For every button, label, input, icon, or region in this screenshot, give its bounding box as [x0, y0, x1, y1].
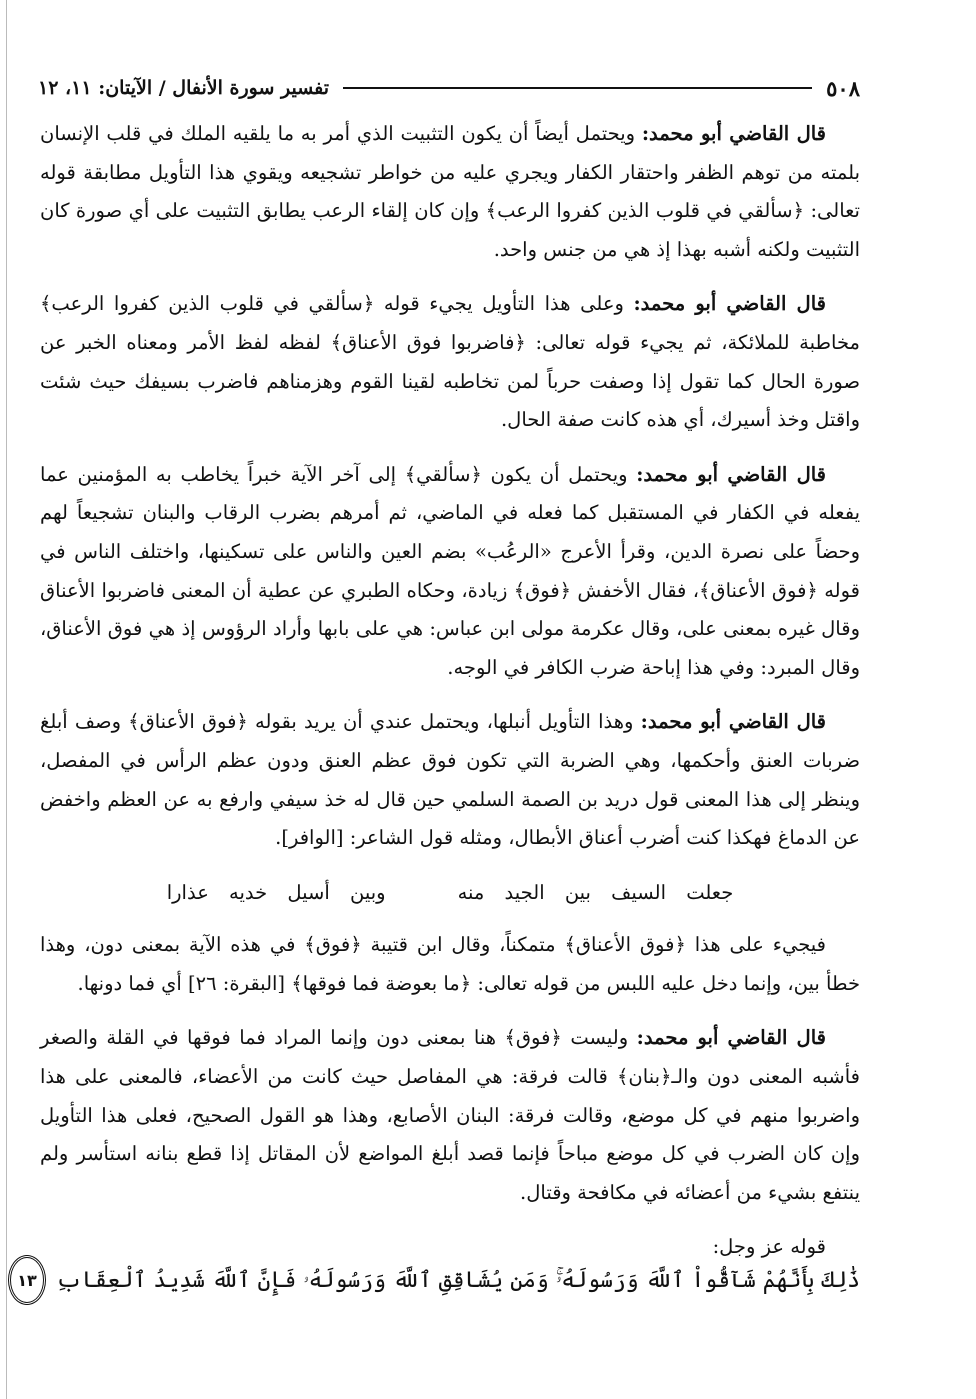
paragraph-2 [40, 285, 860, 439]
page-number: ٥٠٨ [826, 75, 860, 101]
paragraph-text: وعلى هذا التأويل يجيء قوله ﴿سألقي في قلوب الذين كفروا الرعب﴾ مخاطبة للملائكة، ثم يجيء قوله تعالى: ﴿فاضربوا فوق الأعناق﴾ لفظه لفظ الأمر ومعناه الخبر عن صورة الحال كما تقول إذا وصفت حرباً لمن تخاطبه لقينا القوم وهزمناهم فاضرب بسيفك حيث شئت واقتل وخذ أسيرك، أي هذه كانت صفة الحال. [40, 292, 860, 432]
paragraph-4 [40, 703, 860, 857]
paragraph-1 [40, 115, 860, 269]
speaker-label: قال القاضي أبو محمد: [636, 1026, 826, 1050]
speaker-label: قال القاضي أبو محمد: [641, 122, 827, 145]
verse-intro: قوله عز وجل: [712, 1235, 826, 1259]
paragraph-after-verse: فيجيء على هذا ﴿فوق الأعناق﴾ متمكناً، وقال ابن قتيبة ﴿فوق﴾ في هذه الآية بمعنى دون، وهذا خطأ بين، وإنما دخل عليه اللبس من قوله تعالى: ﴿ما بعوضة فما فوقها﴾ [البقرة: ٢٦] أي فما دونها. [40, 933, 860, 995]
running-title: تفسير سورة الأنفال / الآيتان: ١١، ١٢ [38, 77, 330, 99]
paragraph-text: ويحتمل أيضاً أن يكون التثبيت الذي أمر به ما يلقيه الملك في قلب الإنسان بلمته من توهم الظفر واحتقار الكفار ويجري عليه من خواطر تشجيعه ويقوي هذا التأويل مطابقة قوله تعالى: ﴿سألقي في قلوب الذين كفروا الرعب﴾ وإن كان إلقاء الرعب يطابق التثبيت على أي صورة كان التثبيت ولكنه أشبه بهذا إذ هي من جنس واحد. [40, 122, 860, 261]
quran-ayah [8, 1240, 860, 1320]
ayah-number-marker: ١٣ [8, 1255, 46, 1305]
verse-first-hemistich: جعلت السيف بين الجيد منه [457, 880, 734, 904]
poetry-verse [40, 874, 860, 913]
paragraph-text: ويحتمل أن يكون ﴿سألقي﴾ إلى آخر الآية خبراً يخاطب به المؤمنين عما يفعله في الكفار في المستقبل كما فعله في الماضي، ثم أمرهم بضرب الرقاب والبنان تشجيعاً لهم وحضاً على نصرة الدين، وقرأ الأعرج «الرعُب» بضم العين والناس على تسكينها، واختلف الناس في قوله ﴿فوق الأعناق﴾، فقال الأخفش ﴿فوق﴾ زيادة، وحكاه الطبري عن عطية أن المعنى فاضربوا الأعناق وقال غيره بمعنى على، وقال عكرمة مولى ابن عباس: هي على بابها وأراد الرؤوس إذ هي فوق الأعناق، وقال المبرد: وفي هذا إباحة ضرب الكافر في الوجه. [40, 462, 860, 679]
paragraph-text: وهذا التأويل أنبلها، ويحتمل عندي أن يريد بقوله ﴿فوق الأعناق﴾ وصف أبلغ ضربات العنق وأحكمها، وهي الضربة التي تكون فوق عظم العنق ودون عظم الرأس في المفصل، وينظر إلى هذا المعنى قول دريد بن الصمة السلمي حين قال له خذ سيفي وارفع به عن العظم واخفض عن الدماغ فهكذا كنت أضرب أعناق الأبطال، ومثله قول الشاعر: [الوافر]. [40, 710, 860, 850]
speaker-label: قال القاضي أبو محمد: [633, 292, 826, 316]
page-header [38, 70, 860, 106]
verse-second-hemistich: وبين أسيل خديه عذارا [166, 880, 386, 904]
paragraph-text: وليست ﴿فوق﴾ هنا بمعنى دون وإنما المراد فما فوقها في القلة والصغر فأشبه المعنى دون والـ﴿بنان﴾ قالت فرقة: هي المفاصل حيث كانت من الأعضاء، فالمعنى على هذا واضربوا منهم في كل موضع، وقالت فرقة: البنان الأصابع، وهذا هو القول الصحيح، فعلى هذا التأويل وإن كان الضرب في كل موضع مباحاً فإنما قصد أبلغ المواضع لأن المقاتل إذا قطع بنانه استأسر ولم ينتفع بشيء من أعضائه في مكافحة وقتال. [40, 1026, 860, 1204]
paragraph-5 [40, 1019, 860, 1212]
ayah-text: ذَٰلِكَ بِأَنَّهُمْ شَآقُّواْ ٱللَّهَ وَرَسُولَهُۥۚ وَمَن يُشَاقِقِ ٱللَّهَ وَرَسُولَهُۥ فَإِنَّ ٱللَّهَ شَدِيدُ ٱلْعِقَابِ [56, 1267, 860, 1293]
header-rule [343, 87, 812, 89]
page-body [40, 115, 860, 1281]
page-margin-rule [6, 0, 7, 1399]
speaker-label: قال القاضي أبو محمد: [640, 710, 826, 734]
paragraph-3 [40, 456, 860, 688]
speaker-label: قال القاضي أبو محمد: [636, 462, 826, 486]
